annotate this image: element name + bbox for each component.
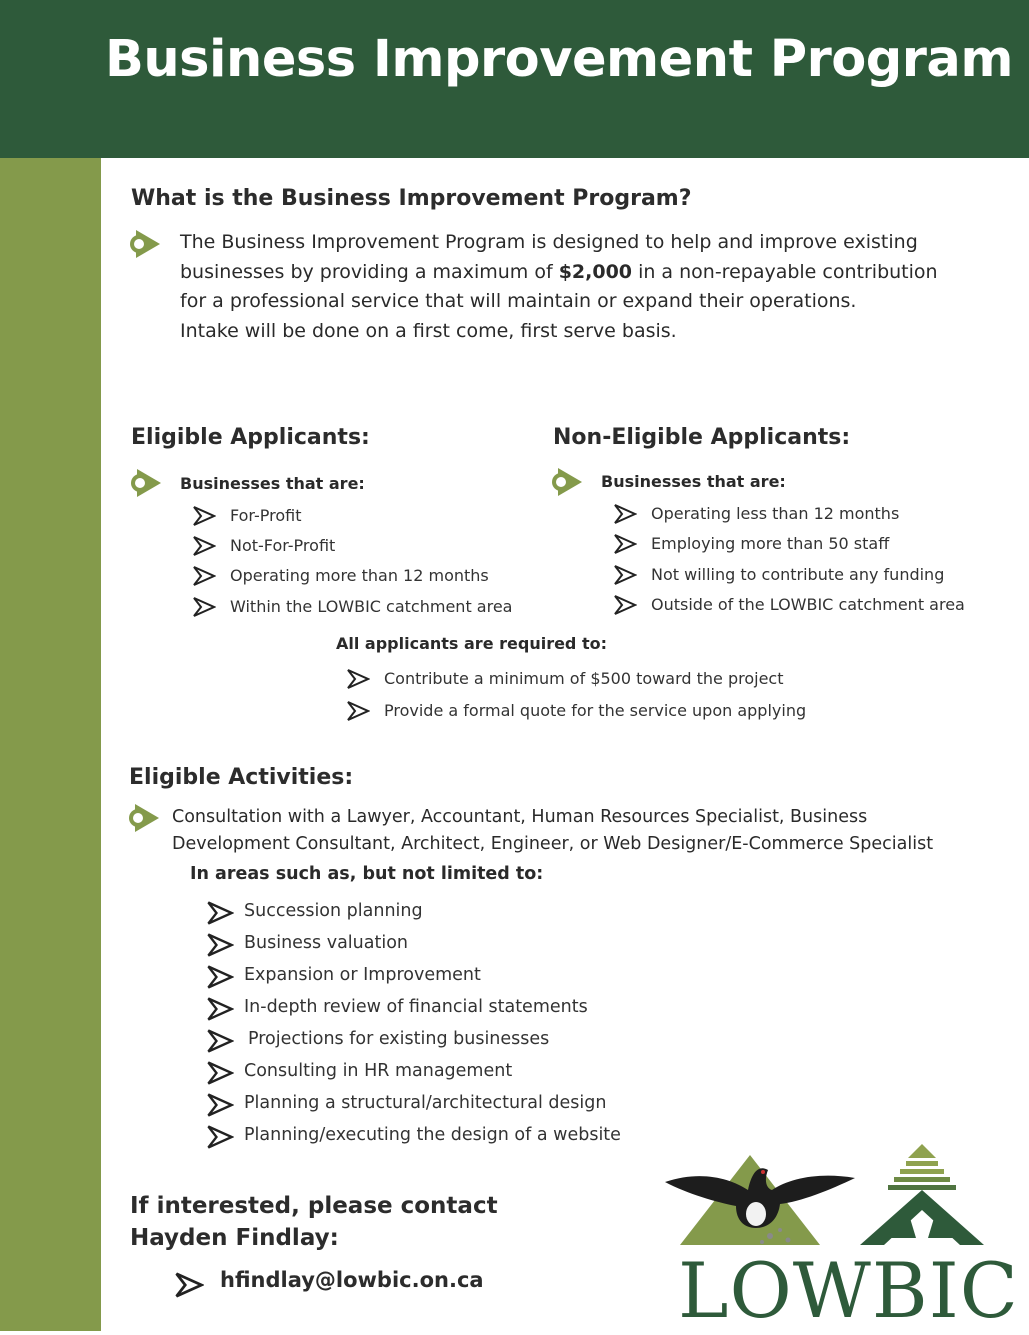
activities-line-2: Development Consultant, Architect, Engineer, or Web Designer/E-Commerce Specialist <box>172 834 934 854</box>
chevron-right-icon <box>206 1059 234 1087</box>
what-is-line-2: businesses by providing a maximum of $2,000 in a non-repayable contribution <box>180 260 938 283</box>
all-applicants-heading: All applicants are required to: <box>336 634 607 653</box>
chevron-right-icon <box>192 504 216 528</box>
chevron-right-icon <box>192 534 216 558</box>
max-amount: $2,000 <box>558 260 633 283</box>
activities-line-1: Consultation with a Lawyer, Accountant, Human Resources Specialist, Business <box>172 807 868 827</box>
chevron-right-icon <box>613 593 637 617</box>
chevron-right-icon <box>174 1270 204 1300</box>
chevron-right-icon <box>206 899 234 927</box>
circle-arrow-icon <box>126 226 162 262</box>
chevron-right-icon <box>206 995 234 1023</box>
eligible-subheading: Businesses that are: <box>180 474 365 493</box>
logo-text: LOWBIC <box>678 1246 1019 1335</box>
contact-block <box>130 1190 498 1254</box>
circle-arrow-icon <box>125 800 161 836</box>
non-eligible-subheading: Businesses that are: <box>601 472 786 491</box>
what-is-paragraph <box>180 228 938 346</box>
chevron-right-icon <box>613 532 637 556</box>
activities-paragraph <box>172 804 933 858</box>
non-eligible-heading: Non-Eligible Applicants: <box>553 425 851 450</box>
circle-arrow-icon <box>127 465 163 501</box>
contact-line-2: Hayden Findlay: <box>130 1225 339 1251</box>
activities-subheading: In areas such as, but not limited to: <box>190 864 544 884</box>
page-title: Business Improvement Program <box>105 30 1013 89</box>
what-is-line-3: for a professional service that will maintain or expand their operations. <box>180 290 857 312</box>
chevron-right-icon <box>192 595 216 619</box>
chevron-right-icon <box>192 564 216 588</box>
chevron-right-icon <box>613 502 637 526</box>
chevron-right-icon <box>613 563 637 587</box>
chevron-right-icon <box>206 1091 234 1119</box>
sidebar-stripe <box>0 158 101 1331</box>
contact-line-1: If interested, please contact <box>130 1193 498 1219</box>
what-is-line-1: The Business Improvement Program is designed to help and improve existing <box>180 231 918 253</box>
contact-email-link[interactable]: hfindlay@lowbic.on.ca <box>220 1268 484 1292</box>
eligible-heading: Eligible Applicants: <box>131 425 370 450</box>
chevron-right-icon <box>206 1123 234 1151</box>
header-banner <box>0 0 1029 158</box>
circle-arrow-icon <box>548 464 584 500</box>
chevron-right-icon <box>346 667 370 691</box>
what-is-line-4: Intake will be done on a first come, first serve basis. <box>180 319 677 342</box>
chevron-right-icon <box>206 1027 234 1055</box>
chevron-right-icon <box>206 963 234 991</box>
loon-and-pine-logo-icon <box>660 1140 1020 1250</box>
activities-heading: Eligible Activities: <box>129 765 354 790</box>
what-is-heading: What is the Business Improvement Program? <box>131 186 692 211</box>
chevron-right-icon <box>206 931 234 959</box>
chevron-right-icon <box>346 699 370 723</box>
